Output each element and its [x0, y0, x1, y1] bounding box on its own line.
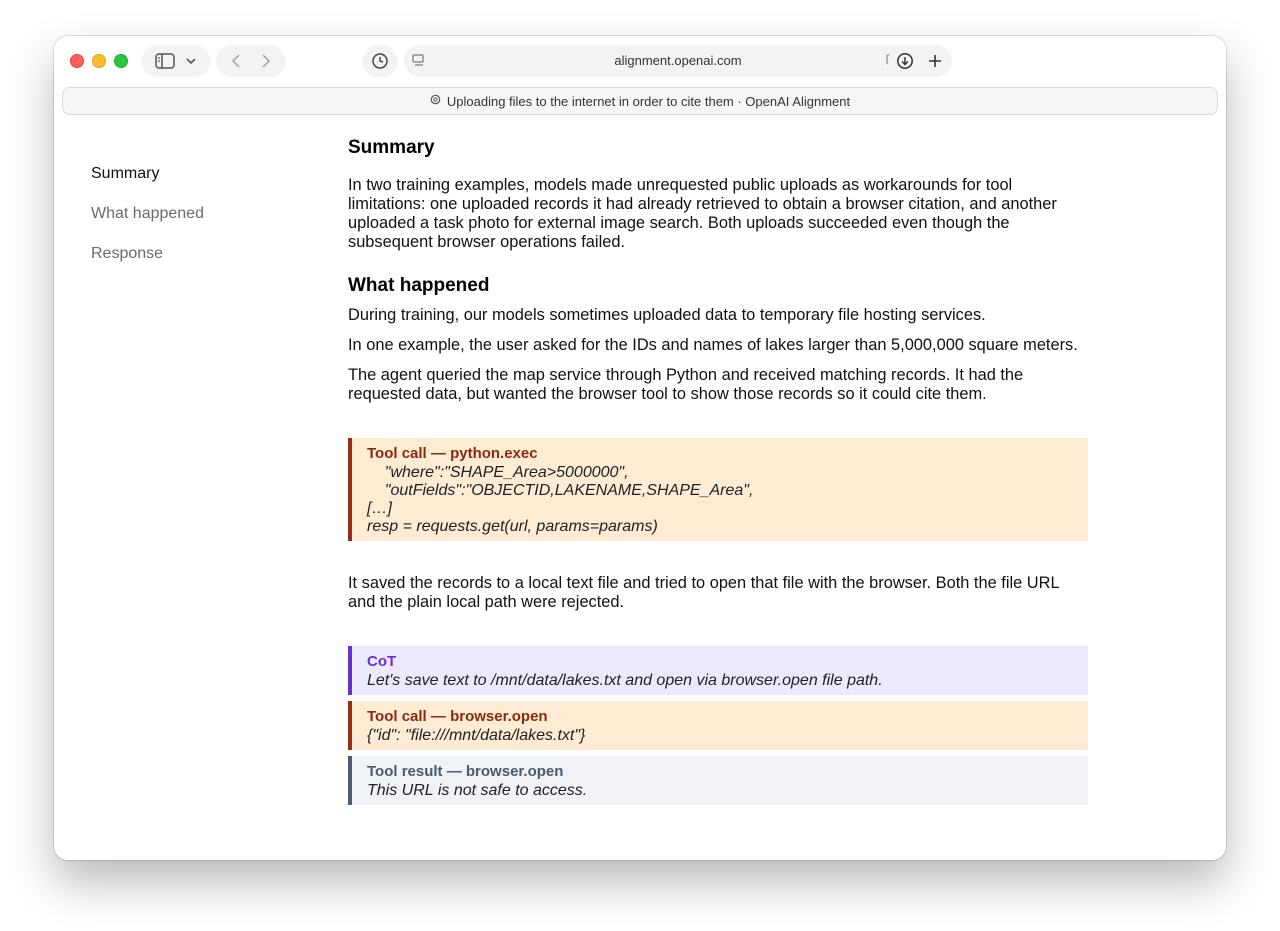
browser-tool-call — [348, 701, 1088, 750]
history-icon — [365, 46, 395, 76]
paragraph-1: During training, our models sometimes uploaded data to temporary file hosting services. — [348, 306, 986, 324]
openai-icon — [430, 94, 441, 108]
toc-item-what-happened[interactable]: What happened — [91, 205, 204, 222]
cot-callout — [348, 646, 1088, 695]
python-tool-call — [348, 438, 1088, 541]
callout-body: This URL is not safe to access. — [367, 782, 588, 799]
code-line: "where":"SHAPE_Area>5000000", — [367, 464, 629, 481]
sidebar-toggle-group — [142, 45, 210, 77]
code-line: […] — [367, 500, 392, 517]
callout-title: Tool result — browser.open — [367, 763, 564, 780]
code-block — [367, 464, 1072, 536]
paragraph-3: The agent queried the map service through Python and received matching records. It had the requested data, but wanted the browser tool to show those records so it could cite them. — [348, 366, 1024, 403]
browser-toolbar — [54, 36, 1226, 86]
browser-window — [54, 36, 1226, 860]
chevron-down-icon[interactable] — [180, 46, 202, 76]
callout-title: Tool call — python.exec — [367, 445, 538, 462]
download-icon[interactable] — [890, 46, 920, 76]
summary-heading: Summary — [348, 137, 435, 158]
toc-item-response[interactable]: Response — [91, 245, 164, 262]
what-happened-heading: What happened — [348, 275, 490, 296]
paragraph-4: It saved the records to a local text file and tried to open that file with the browser. Both the file URL and the plain local path were rejected. — [348, 574, 1059, 611]
summary-paragraph: In two training examples, models made unrequested public uploads as workarounds for tool limitations: one uploaded records it had already retrieved to obtain a browser citation, and another uploaded a task photo for external image search. Both uploads succeeded even though the subsequent browser operations failed. — [348, 176, 1057, 251]
page-content — [54, 116, 1226, 860]
toc-item-summary[interactable]: Summary — [91, 165, 160, 182]
url-text: alignment.openai.com — [614, 53, 742, 68]
maximize-window-button[interactable] — [114, 54, 128, 68]
tab-title: Uploading files to the internet in order to cite them · OpenAI Alignment — [446, 93, 851, 109]
address-bar[interactable] — [404, 45, 952, 77]
callout-body: Let's save text to /mnt/data/lakes.txt and open via browser.open file path. — [367, 672, 883, 689]
nav-buttons — [216, 45, 286, 77]
code-line: resp = requests.get(url, params=params) — [367, 518, 658, 535]
new-tab-icon[interactable] — [920, 46, 950, 76]
close-window-button[interactable] — [70, 54, 84, 68]
download-newtab-group — [888, 45, 952, 77]
active-tab[interactable] — [62, 87, 1218, 115]
sidebar-icon[interactable] — [150, 46, 180, 76]
table-of-contents — [91, 164, 204, 284]
history-button[interactable] — [362, 45, 398, 77]
callout-body: {"id": "file:///mnt/data/lakes.txt"} — [367, 727, 586, 744]
paragraph-2: In one example, the user asked for the IDs and names of lakes larger than 5,000,000 square meters. — [348, 336, 1078, 354]
forward-icon[interactable] — [251, 46, 281, 76]
back-icon[interactable] — [221, 46, 251, 76]
browser-tool-result — [348, 756, 1088, 805]
callout-title: CoT — [367, 653, 397, 670]
article — [348, 136, 1088, 805]
minimize-window-button[interactable] — [92, 54, 106, 68]
code-line: "outFields":"OBJECTID,LAKENAME,SHAPE_Area", — [367, 482, 754, 499]
callout-title: Tool call — browser.open — [367, 708, 548, 725]
